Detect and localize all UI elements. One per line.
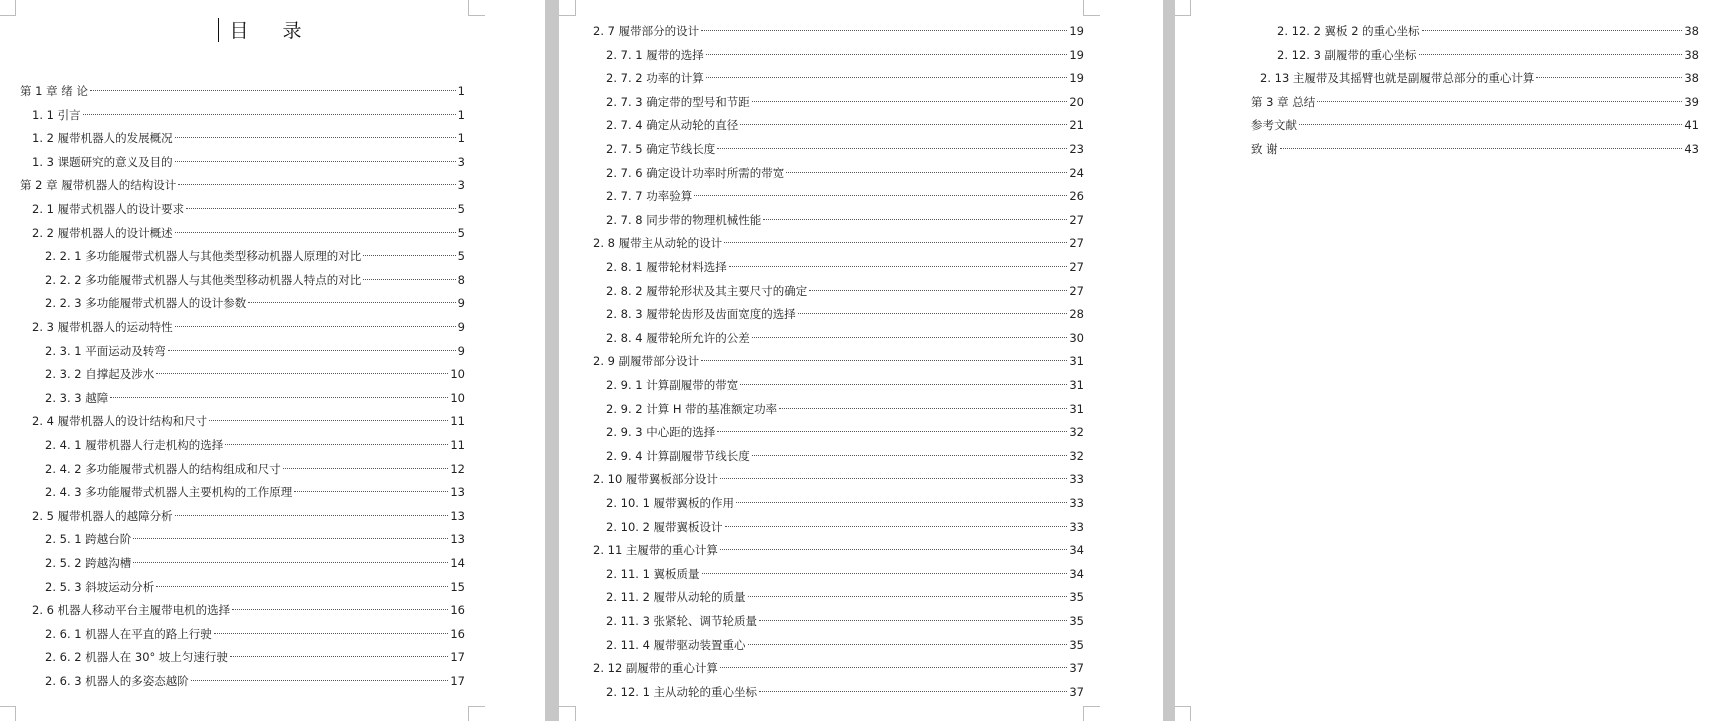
toc-entry-title: 第 3 章 总结 — [1251, 94, 1316, 109]
toc-entry[interactable] — [1260, 68, 1699, 88]
toc-dot-leader — [178, 184, 455, 185]
toc-entry[interactable] — [606, 210, 1084, 230]
toc-dot-leader — [724, 242, 1067, 243]
toc-entry-title: 2. 4. 2 多功能履带式机器人的结构组成和尺寸 — [45, 461, 281, 476]
toc-entry-title: 2. 9. 4 计算副履带节线长度 — [606, 448, 750, 463]
toc-entry-page-number: 33 — [1069, 472, 1084, 487]
toc-dot-leader — [717, 431, 1067, 432]
toc-entry-title: 2. 4 履带机器人的设计结构和尺寸 — [32, 414, 208, 429]
toc-dot-leader — [363, 255, 455, 256]
toc-entry[interactable] — [32, 317, 465, 337]
toc-entry[interactable] — [20, 175, 465, 195]
toc-entry[interactable] — [606, 422, 1084, 442]
toc-dot-leader — [230, 656, 448, 657]
page-gap — [545, 0, 559, 721]
toc-dot-leader — [725, 526, 1068, 527]
toc-entry-page-number: 35 — [1069, 637, 1084, 652]
toc-entry-title: 2. 6. 3 机器人的多姿态越阶 — [45, 674, 189, 688]
document-page-3[interactable] — [1175, 0, 1725, 721]
toc-entry-title: 2. 4. 1 履带机器人行走机构的选择 — [45, 438, 224, 452]
toc-entry-page-number: 3 — [457, 178, 465, 193]
toc-entry-title: 第 1 章 绪 论 — [20, 84, 88, 98]
toc-dot-leader — [83, 114, 456, 115]
toc-entry-page-number: 17 — [450, 674, 465, 688]
toc-entry-title: 2. 7. 2 功率的计算 — [606, 71, 704, 86]
toc-entry-title: 2. 3 履带机器人的运动特性 — [32, 320, 173, 334]
toc-entry-page-number: 10 — [450, 390, 465, 405]
toc-entry-title: 2. 9 副履带部分设计 — [593, 354, 700, 369]
toc-entry[interactable] — [593, 21, 1084, 41]
toc-entry-title: 2. 9. 1 计算副履带的带宽 — [606, 378, 739, 392]
toc-dot-leader — [706, 54, 1068, 55]
toc-entry-page-number: 27 — [1069, 260, 1084, 274]
toc-entry[interactable] — [45, 529, 465, 549]
toc-entry-page-number: 1 — [457, 107, 465, 122]
toc-entry[interactable] — [1277, 45, 1699, 65]
toc-dot-leader — [752, 337, 1068, 338]
toc-entry[interactable] — [45, 459, 465, 479]
toc-entry[interactable] — [32, 600, 465, 620]
toc-entry-page-number: 19 — [1069, 71, 1084, 86]
toc-dot-leader — [191, 680, 449, 681]
toc-entry[interactable] — [606, 163, 1084, 183]
toc-entry-title: 2. 2. 1 多功能履带式机器人与其他类型移动机器人原理的对比 — [45, 249, 362, 264]
toc-entry[interactable] — [606, 375, 1084, 395]
toc-entry-title: 2. 3. 2 自撑起及涉水 — [45, 367, 155, 382]
page-gap — [1163, 0, 1175, 721]
toc-dot-leader — [748, 596, 1068, 597]
toc-entry-title: 1. 2 履带机器人的发展概况 — [32, 131, 173, 146]
toc-dot-leader — [759, 620, 1067, 621]
toc-entry[interactable] — [606, 587, 1084, 607]
toc-dot-leader — [729, 266, 1068, 267]
toc-entry-page-number: 28 — [1069, 307, 1084, 322]
toc-entry[interactable] — [45, 624, 465, 644]
toc-entry[interactable] — [45, 388, 465, 408]
crop-mark — [0, 0, 16, 16]
toc-entry-page-number: 19 — [1069, 47, 1084, 62]
toc-dot-leader — [209, 420, 448, 421]
toc-entry[interactable] — [593, 540, 1084, 560]
toc-dot-leader — [133, 538, 448, 539]
toc-entry-title: 2. 2. 2 多功能履带式机器人与其他类型移动机器人特点的对比 — [45, 272, 362, 287]
toc-entry-title: 2. 11. 1 翼板质量 — [606, 566, 700, 581]
toc-entry[interactable] — [45, 293, 465, 313]
toc-entry-title: 2. 11. 4 履带驱动装置重心 — [606, 637, 746, 652]
toc-dot-leader — [1536, 77, 1682, 78]
toc-entry-title: 2. 10. 2 履带翼板设计 — [606, 519, 723, 534]
toc-entry-title: 2. 7. 4 确定从动轮的直径 — [606, 118, 739, 133]
toc-entry-page-number: 14 — [450, 556, 465, 570]
toc-entry-page-number: 19 — [1069, 24, 1084, 38]
toc-entry[interactable] — [606, 68, 1084, 88]
toc-dot-leader — [701, 360, 1067, 361]
toc-dot-leader — [809, 290, 1067, 291]
toc-entry-page-number: 34 — [1069, 543, 1084, 558]
toc-entry-page-number: 5 — [457, 202, 465, 216]
toc-entry[interactable] — [45, 364, 465, 384]
toc-entry-page-number: 31 — [1069, 401, 1084, 416]
toc-dot-leader — [175, 232, 456, 233]
toc-entry-page-number: 35 — [1069, 614, 1084, 628]
toc-entry-title: 2. 9. 2 计算 H 带的基准额定功率 — [606, 401, 778, 416]
toc-entry-page-number: 3 — [457, 154, 465, 169]
toc-entry[interactable] — [606, 399, 1084, 419]
toc-dot-leader — [214, 633, 449, 634]
toc-dot-leader — [720, 549, 1067, 550]
toc-entry-title: 致 谢 — [1251, 142, 1278, 156]
toc-entry-page-number: 13 — [450, 485, 465, 500]
toc-entry-title: 2. 5 履带机器人的越障分析 — [32, 508, 173, 523]
toc-entry-page-number: 30 — [1069, 330, 1084, 345]
toc-entry-page-number: 17 — [450, 650, 465, 665]
toc-entry-title: 2. 10 履带翼板部分设计 — [593, 472, 718, 487]
toc-dot-leader — [759, 691, 1067, 692]
toc-dot-leader — [225, 444, 448, 445]
toc-entry-title: 2. 6. 2 机器人在 30° 坡上匀速行驶 — [45, 650, 228, 665]
toc-title: 目 录 — [229, 20, 316, 42]
toc-entry-page-number: 43 — [1684, 142, 1699, 156]
toc-entry-title: 2. 7. 1 履带的选择 — [606, 47, 704, 62]
toc-entry[interactable] — [32, 152, 465, 172]
toc-dot-leader — [1317, 101, 1682, 102]
toc-entry-title: 2. 11 主履带的重心计算 — [593, 543, 718, 558]
toc-entry[interactable] — [606, 304, 1084, 324]
toc-entry-page-number: 5 — [457, 249, 465, 264]
toc-entry-page-number: 37 — [1069, 684, 1084, 699]
toc-entry-title: 2. 9. 3 中心距的选择 — [606, 425, 716, 440]
toc-entry[interactable] — [606, 92, 1084, 112]
toc-dot-leader — [702, 573, 1068, 574]
toc-dot-leader — [175, 161, 456, 162]
toc-entry[interactable] — [606, 682, 1084, 702]
toc-dot-leader — [1280, 148, 1683, 149]
toc-dot-leader — [175, 137, 456, 138]
toc-dot-leader — [294, 491, 448, 492]
toc-entry[interactable] — [606, 45, 1084, 65]
toc-entry[interactable] — [606, 517, 1084, 537]
toc-entry-page-number: 5 — [457, 225, 465, 240]
toc-entry[interactable] — [1251, 115, 1699, 135]
toc-entry-page-number: 27 — [1069, 236, 1084, 251]
toc-dot-leader — [1299, 124, 1682, 125]
toc-entry-page-number: 32 — [1069, 425, 1084, 440]
toc-entry-page-number: 41 — [1684, 118, 1699, 133]
toc-entry[interactable] — [606, 564, 1084, 584]
toc-dot-leader — [694, 195, 1067, 196]
toc-entry-title: 2. 5. 1 跨越台阶 — [45, 532, 132, 547]
toc-entry-title: 参考文献 — [1251, 118, 1297, 133]
crop-mark — [559, 706, 576, 721]
toc-entry-title: 2. 13 主履带及其摇臂也就是副履带总部分的重心计算 — [1260, 71, 1535, 86]
toc-entry-page-number: 26 — [1069, 189, 1084, 204]
toc-entry[interactable] — [45, 246, 465, 266]
toc-entry[interactable] — [606, 446, 1084, 466]
toc-entry-title: 2. 12. 2 翼板 2 的重心坐标 — [1277, 24, 1420, 38]
toc-entry-page-number: 38 — [1684, 47, 1699, 62]
toc-entry[interactable] — [45, 553, 465, 573]
toc-entry-page-number: 10 — [450, 367, 465, 382]
toc-entry[interactable] — [32, 128, 465, 148]
toc-entry-page-number: 37 — [1069, 661, 1084, 676]
toc-entry-title: 2. 4. 3 多功能履带式机器人主要机构的工作原理 — [45, 485, 293, 500]
toc-entry-page-number: 27 — [1069, 212, 1084, 227]
toc-entry-page-number: 16 — [450, 603, 465, 618]
toc-dot-leader — [175, 515, 449, 516]
toc-dot-leader — [156, 373, 448, 374]
toc-dot-leader — [720, 667, 1067, 668]
toc-dot-leader — [248, 302, 455, 303]
toc-entry[interactable] — [32, 105, 465, 125]
toc-entry[interactable] — [32, 223, 465, 243]
toc-entry[interactable] — [20, 81, 465, 101]
toc-dot-leader — [798, 313, 1068, 314]
toc-entry-title: 2. 7. 7 功率验算 — [606, 189, 693, 204]
toc-entry-page-number: 13 — [450, 508, 465, 523]
toc-entry-page-number: 32 — [1069, 448, 1084, 463]
toc-entry-title: 2. 10. 1 履带翼板的作用 — [606, 496, 735, 510]
toc-entry[interactable] — [606, 493, 1084, 513]
toc-entry-page-number: 39 — [1684, 94, 1699, 109]
toc-dot-leader — [1422, 30, 1683, 31]
toc-entry-title: 2. 8. 1 履带轮材料选择 — [606, 260, 727, 274]
toc-dot-leader — [90, 90, 456, 91]
toc-entry-page-number: 38 — [1684, 71, 1699, 86]
toc-entry[interactable] — [1251, 92, 1699, 112]
crop-mark — [1083, 706, 1100, 721]
crop-mark — [468, 706, 485, 721]
toc-entry-title: 2. 12. 3 副履带的重心坐标 — [1277, 47, 1417, 62]
toc-entry-page-number: 15 — [450, 579, 465, 594]
toc-dot-leader — [720, 478, 1067, 479]
toc-entry[interactable] — [593, 233, 1084, 253]
crop-mark — [1175, 0, 1191, 16]
crop-mark — [1175, 706, 1191, 721]
toc-entry-page-number: 1 — [457, 84, 465, 98]
toc-entry[interactable] — [593, 658, 1084, 678]
toc-entry-page-number: 21 — [1069, 118, 1084, 133]
toc-dot-leader — [748, 644, 1068, 645]
toc-entry-title: 第 2 章 履带机器人的结构设计 — [20, 178, 177, 193]
toc-entry-title: 2. 7 履带部分的设计 — [593, 24, 700, 38]
toc-entry-title: 2. 5. 2 跨越沟槽 — [45, 556, 132, 570]
toc-entry-title: 2. 8 履带主从动轮的设计 — [593, 236, 723, 251]
toc-entry-title: 2. 8. 2 履带轮形状及其主要尺寸的确定 — [606, 283, 808, 298]
toc-dot-leader — [736, 502, 1067, 503]
toc-entry[interactable] — [606, 635, 1084, 655]
toc-dot-leader — [763, 219, 1067, 220]
toc-dot-leader — [168, 350, 456, 351]
toc-entry-page-number: 31 — [1069, 378, 1084, 392]
crop-mark — [0, 706, 16, 721]
toc-entry-page-number: 31 — [1069, 354, 1084, 369]
toc-dot-leader — [363, 279, 455, 280]
toc-dot-leader — [283, 468, 449, 469]
toc-dot-leader — [133, 562, 448, 563]
toc-dot-leader — [1419, 54, 1683, 55]
toc-entry-page-number: 16 — [450, 626, 465, 641]
toc-entry[interactable] — [593, 469, 1084, 489]
toc-entry[interactable] — [32, 411, 465, 431]
toc-entry[interactable] — [45, 270, 465, 290]
toc-entry-page-number: 13 — [450, 532, 465, 547]
crop-mark — [468, 0, 485, 16]
toc-entry-page-number: 38 — [1684, 24, 1699, 38]
toc-dot-leader — [110, 397, 448, 398]
toc-entry-title: 2. 3. 1 平面运动及转弯 — [45, 343, 166, 358]
toc-entry[interactable] — [606, 115, 1084, 135]
toc-entry[interactable] — [606, 611, 1084, 631]
crop-mark — [559, 0, 576, 16]
toc-dot-leader — [786, 172, 1067, 173]
document-page-2[interactable] — [559, 0, 1163, 721]
toc-dot-leader — [175, 326, 456, 327]
toc-entry-page-number: 34 — [1069, 566, 1084, 581]
toc-entry-title: 2. 12. 1 主从动轮的重心坐标 — [606, 684, 758, 699]
toc-entry-page-number: 8 — [457, 272, 465, 287]
toc-entry-page-number: 11 — [450, 438, 465, 452]
toc-entry[interactable] — [606, 257, 1084, 277]
toc-entry-page-number: 33 — [1069, 519, 1084, 534]
toc-entry[interactable] — [45, 647, 465, 667]
toc-entry[interactable] — [606, 139, 1084, 159]
toc-entry-page-number: 9 — [457, 320, 465, 334]
toc-entry[interactable] — [606, 328, 1084, 348]
toc-entry-page-number: 24 — [1069, 165, 1084, 180]
toc-dot-leader — [232, 609, 448, 610]
toc-entry-title: 2. 8. 3 履带轮齿形及齿面宽度的选择 — [606, 307, 796, 322]
toc-entry-title: 2. 2. 3 多功能履带式机器人的设计参数 — [45, 296, 247, 311]
toc-dot-leader — [740, 124, 1067, 125]
toc-entry-page-number: 12 — [450, 461, 465, 476]
toc-entry-title: 2. 12 副履带的重心计算 — [593, 661, 718, 676]
toc-entry-title: 2. 2 履带机器人的设计概述 — [32, 225, 173, 240]
toc-entry-page-number: 35 — [1069, 590, 1084, 605]
toc-entry-page-number: 23 — [1069, 142, 1084, 156]
toc-dot-leader — [706, 77, 1068, 78]
toc-entry[interactable] — [1251, 139, 1699, 159]
toc-entry-title: 2. 1 履带式机器人的设计要求 — [32, 202, 185, 216]
toc-entry[interactable] — [45, 482, 465, 502]
toc-entry-page-number: 1 — [457, 131, 465, 146]
toc-dot-leader — [186, 208, 456, 209]
toc-entry[interactable] — [32, 506, 465, 526]
toc-dot-leader — [156, 586, 448, 587]
toc-entry-page-number: 9 — [457, 343, 465, 358]
toc-entry-title: 2. 7. 3 确定带的型号和节距 — [606, 94, 750, 109]
toc-dot-leader — [701, 30, 1067, 31]
toc-dot-leader — [752, 455, 1068, 456]
toc-entry-page-number: 20 — [1069, 94, 1084, 109]
toc-entry[interactable] — [45, 435, 465, 455]
toc-dot-leader — [740, 384, 1067, 385]
toc-entry-title: 2. 5. 3 斜坡运动分析 — [45, 579, 155, 594]
toc-entry-page-number: 11 — [450, 414, 465, 429]
toc-entry-page-number: 27 — [1069, 283, 1084, 298]
toc-entry[interactable] — [45, 341, 465, 361]
toc-entry-title: 2. 6. 1 机器人在平直的路上行驶 — [45, 626, 212, 641]
toc-entry-title: 2. 6 机器人移动平台主履带电机的选择 — [32, 603, 231, 618]
toc-dot-leader — [717, 148, 1067, 149]
toc-entry-title: 2. 7. 5 确定节线长度 — [606, 142, 716, 156]
toc-entry-title: 2. 7. 6 确定设计功率时所需的带宽 — [606, 165, 785, 180]
toc-entry-title: 1. 1 引言 — [32, 107, 81, 122]
toc-dot-leader — [779, 408, 1067, 409]
toc-entry[interactable] — [606, 281, 1084, 301]
toc-entry-title: 2. 11. 2 履带从动轮的质量 — [606, 590, 746, 605]
toc-entry-title: 2. 7. 8 同步带的物理机械性能 — [606, 212, 762, 227]
toc-entry[interactable] — [45, 577, 465, 597]
toc-entry[interactable] — [45, 671, 465, 691]
toc-entry-title: 1. 3 课题研究的意义及目的 — [32, 154, 173, 169]
toc-entry-title: 2. 3. 3 越障 — [45, 390, 109, 405]
toc-dot-leader — [752, 101, 1068, 102]
toc-entry[interactable] — [593, 351, 1084, 371]
toc-entry-title: 2. 8. 4 履带轮所允许的公差 — [606, 330, 750, 345]
document-page-1[interactable] — [0, 0, 545, 721]
toc-entry-page-number: 9 — [457, 296, 465, 311]
toc-entry-page-number: 33 — [1069, 496, 1084, 510]
toc-entry[interactable] — [606, 186, 1084, 206]
toc-entry-title: 2. 11. 3 张紧轮、调节轮质量 — [606, 614, 758, 628]
toc-entry[interactable] — [1277, 21, 1699, 41]
toc-entry[interactable] — [32, 199, 465, 219]
crop-mark — [1083, 0, 1100, 16]
